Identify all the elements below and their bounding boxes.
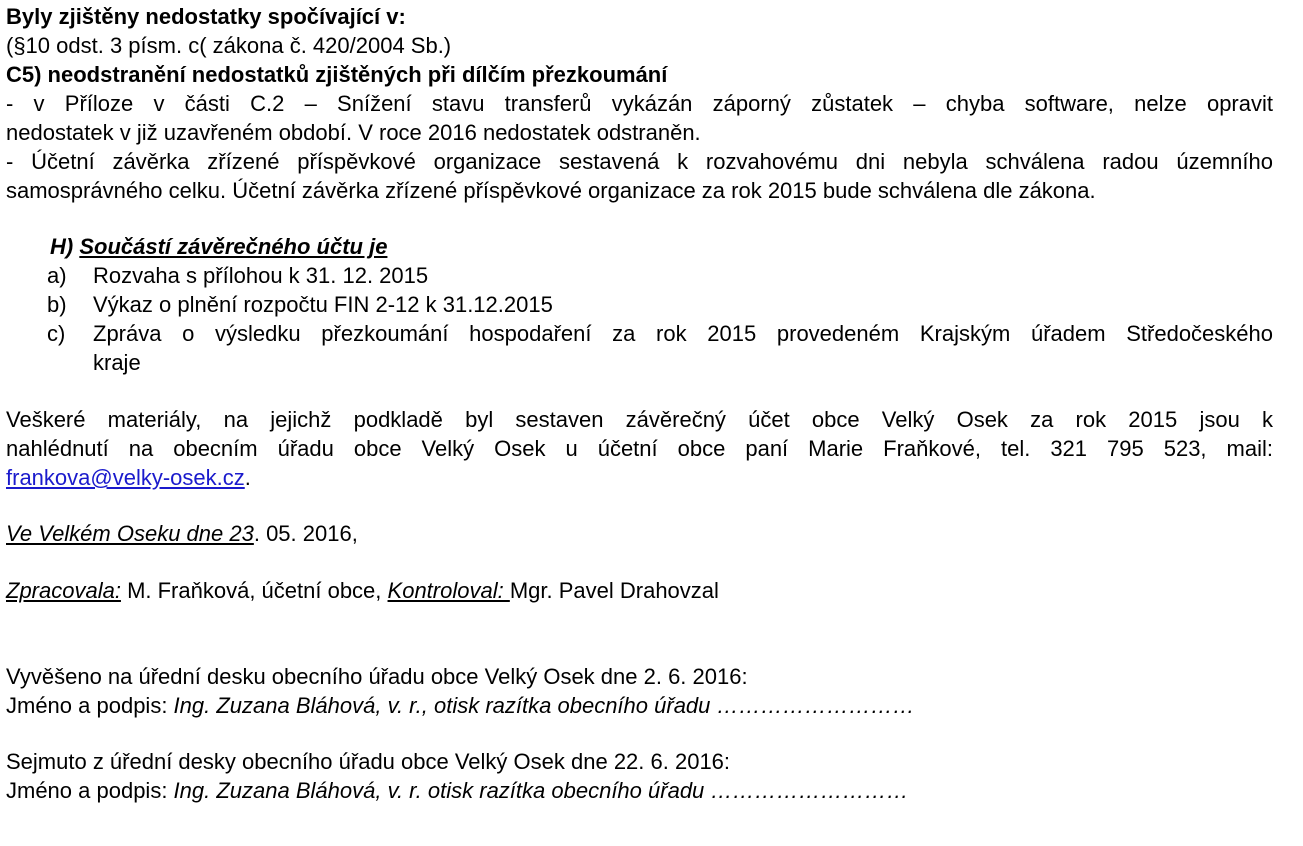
removed-name-label: Jméno a podpis: (6, 778, 174, 803)
posted-name-value: Ing. Zuzana Bláhová, v. r., otisk razítka obecního úřadu ……………………… (173, 693, 915, 718)
checked-value: Mgr. Pavel Drahovzal (509, 578, 719, 603)
law-reference: (§10 odst. 3 písm. c( zákona č. 420/2004 Sb.) (6, 33, 452, 58)
list-item (47, 319, 93, 348)
materials-line-2: nahlédnutí na obecním úřadu obce Velký Osek u účetní obce paní Marie Fraňkové, tel. 321 795 523, mail: (6, 436, 1273, 461)
h-section-label: H) (50, 234, 80, 259)
list-item (47, 261, 428, 290)
removed-line: Sejmuto z úřední desky obecního úřadu obce Velký Osek dne 22. 6. 2016: (6, 749, 731, 774)
list-item (47, 290, 553, 319)
list-item-text: Rozvaha s přílohou k 31. 12. 2015 (93, 263, 429, 288)
prepared-label: Zpracovala: (6, 578, 121, 603)
list-marker: c) (47, 321, 66, 346)
h-section-heading (50, 232, 387, 261)
email-trailing-punct: . (244, 465, 251, 490)
removed-signature (6, 776, 908, 805)
email-link[interactable]: frankova@velky-osek.cz (6, 465, 245, 490)
list-marker: b) (47, 292, 67, 317)
prepared-value: M. Fraňková, účetní obce, (120, 578, 388, 603)
c5-item-1-line-2: nedostatek v již uzavřeném období. V roce 2016 nedostatek odstraněn. (6, 120, 701, 145)
checked-label: Kontroloval: (387, 578, 510, 603)
list-marker: a) (47, 263, 67, 288)
removed-name-value: Ing. Zuzana Bláhová, v. r. otisk razítka obecního úřadu ……………………… (173, 778, 909, 803)
list-item-text: Zpráva o výsledku přezkoumání hospodaření za rok 2015 provedeném Krajským úřadem Středočeského (93, 321, 1273, 346)
c5-item-2-line-2: samosprávného celku. Účetní závěrka zřízené příspěvkové organizace za rok 2015 bude schválena dle zákona. (6, 178, 1096, 203)
materials-line-3 (6, 463, 251, 492)
c5-item-2-line-1: - Účetní závěrka zřízené příspěvkové organizace sestavená k rozvahovému dni nebyla schválena radou územního (6, 149, 1273, 174)
section-heading: Byly zjištěny nedostatky spočívající v: (6, 4, 406, 29)
materials-line-1: Veškeré materiály, na jejichž podkladě byl sestaven závěrečný účet obce Velký Osek za rok 2015 jsou k (6, 407, 1273, 432)
date-line (6, 519, 358, 548)
list-item-text-continued: kraje (93, 350, 141, 375)
list-item-text: Výkaz o plnění rozpočtu FIN 2-12 k 31.12.2015 (93, 292, 553, 317)
h-section-title: Součástí závěrečného účtu je (79, 234, 388, 259)
posted-line: Vyvěšeno na úřední desku obecního úřadu obce Velký Osek dne 2. 6. 2016: (6, 664, 748, 689)
date-place: Ve Velkém Oseku dne 23 (6, 521, 254, 546)
c5-heading: C5) neodstranění nedostatků zjištěných při dílčím přezkoumání (6, 62, 668, 87)
c5-item-1-line-1: - v Příloze v části C.2 – Snížení stavu transferů vykázán záporný zůstatek – chyba software, nelze opravit (6, 91, 1273, 116)
posted-signature (6, 691, 915, 720)
signatures-line (6, 576, 719, 605)
posted-name-label: Jméno a podpis: (6, 693, 174, 718)
date-rest: . 05. 2016, (253, 521, 358, 546)
